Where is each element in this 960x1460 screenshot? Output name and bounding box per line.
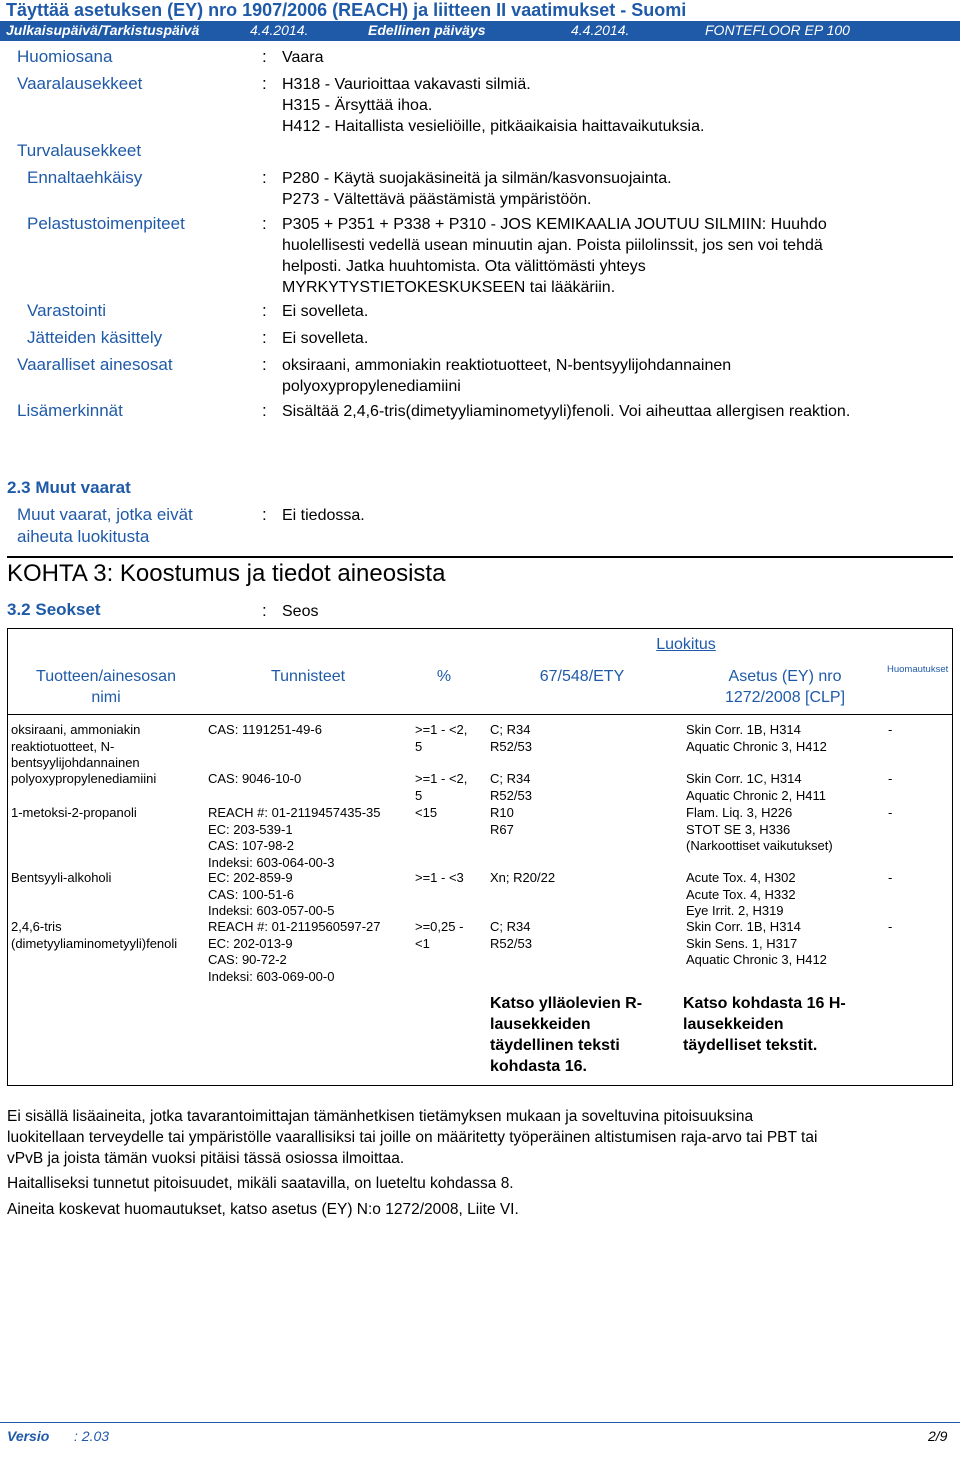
table-row-3-eec [490,805,514,838]
header-line: nimi [91,689,121,706]
table-row-4-ids [208,870,334,920]
table-row-4-eec [490,870,555,887]
cell-line: (Narkoottiset vaikutukset) [686,838,833,853]
disposal-value: Ei sovelleta. [282,330,369,347]
statement-line: H412 - Haitallista vesieliöille, pitkäaikaisia haittavaikutuksia. [282,118,705,135]
cell-line: >=1 - <2, [415,771,468,786]
response-statements [282,214,827,298]
label-line: Muut vaarat, jotka eivät [17,505,193,524]
paragraph-line: vPvB ja joista tämän vuoksi pitäisi tässä osiossa ilmoittaa. [7,1150,405,1167]
date-label: Julkaisupäivä/Tarkistuspäivä [6,22,200,38]
table-row-5-name [11,919,177,952]
h-phrases-note [683,993,846,1056]
table-row-1-clp [686,722,827,755]
note-line: täydelliset tekstit. [683,1037,818,1054]
additives-paragraph [7,1106,953,1169]
cell-line: oksiraani, ammoniakin [11,722,141,737]
r-phrases-note [490,993,642,1077]
previous-date-label: Edellinen päiväys [368,22,486,38]
cell-line: 1-metoksi-2-propanoli [11,805,137,820]
cell-line: Acute Tox. 4, H302 [686,870,796,885]
cell-line: 2,4,6-tris [11,919,62,934]
cell-line: (dimetyyliaminometyyli)fenoli [11,935,178,951]
cell-line: STOT SE 3, H336 [686,821,791,837]
colon: : [262,328,267,347]
cell-line: Skin Sens. 1, H317 [686,935,798,951]
cell-line: <15 [415,805,438,820]
table-row-3-notes: - [888,805,893,820]
table-row-1-notes: - [888,722,893,737]
table-row-2-ids [208,771,301,788]
cell-line: REACH #: 01-2119457435-35 [208,805,381,820]
cell-line: CAS: 100-51-6 [208,886,294,902]
table-row-4-clp [686,870,796,920]
footer-divider [0,1422,960,1423]
hazardous-ingredients [282,355,731,397]
version-label: Versio [7,1428,50,1444]
table-row-1-pct [415,722,467,755]
table-row-5-pct [415,919,463,952]
note-line: täydellinen teksti [490,1037,620,1054]
colon: : [262,168,267,187]
hazardous-ingredients-label: Vaaralliset ainesosat [17,355,173,374]
table-row-3-clp [686,805,833,855]
product-name: FONTEFLOOR EP 100 [705,22,850,38]
cell-line: EC: 203-539-1 [208,821,293,837]
cell-line: EC: 202-859-9 [208,870,293,885]
colon: : [262,505,267,524]
section-divider [7,556,953,558]
table-row-5-ids [208,919,381,985]
cell-line: CAS: 9046-10-0 [208,771,302,786]
table-row-1-name [11,722,140,772]
signal-word-value: Vaara [282,49,324,66]
supplemental-value: Sisältää 2,4,6-tris(dimetyyliaminometyyli)fenoli. Voi aiheuttaa allergisen reaktion. [282,403,851,420]
cell-line: Aquatic Chronic 2, H411 [686,787,826,803]
cell-line: 5 [415,787,423,803]
cell-line: >=1 - <2, [415,722,468,737]
table-row-2-pct [415,771,467,804]
colon: : [262,74,267,93]
note-line: lausekkeiden [490,1016,591,1033]
section-2-3-heading: 2.3 Muut vaarat [7,478,131,497]
column-header-name [10,666,202,708]
paragraph-line: luokitellaan terveydelle tai ympäristölle vaarallisiksi tai joille on määritetty työperäinen altistumisen raja-arvo tai PBT tai [7,1129,818,1146]
cell-line: EC: 202-013-9 [208,935,293,951]
section-3-heading: KOHTA 3: Koostumus ja tiedot aineosista [7,560,446,587]
cell-line: Indeksi: 603-064-00-3 [208,854,335,870]
cell-line: R10 [490,805,514,820]
note-line: Katso kohdasta 16 H- [683,995,846,1012]
table-row-3-name [11,805,137,822]
statement-line: helposti. Jatka huuhtomista. Ota välittömästi yhteys [282,258,646,275]
paragraph-line: Ei sisällä lisäaineita, jotka tavarantoimittajan tämänhetkisen tietämyksen mukaan ja soveltuvina pitoisuuksina [7,1108,754,1125]
header-bar [0,21,960,41]
header-line: Tuotteen/ainesosan [36,668,176,685]
cell-line: polyoxypropylenediamiini [11,771,157,786]
signal-word-label: Huomiosana [17,47,113,66]
table-row-4-notes: - [888,870,893,885]
cell-line: R52/53 [490,787,532,803]
ingredient-line: polyoxypropylenediamiini [282,378,461,395]
cell-line: Skin Corr. 1B, H314 [686,919,801,934]
cell-line: Indeksi: 603-057-00-5 [208,903,335,918]
cell-line: C; R34 [490,722,531,737]
other-hazards-value: Ei tiedossa. [282,507,365,524]
cell-line: <1 [415,935,430,951]
table-row-5-clp [686,919,827,969]
statement-line: H315 - Ärsyttää ihoa. [282,97,433,114]
cell-line: C; R34 [490,771,531,786]
cell-line: Flam. Liq. 3, H226 [686,805,793,820]
prevention-label: Ennaltaehkäisy [27,168,143,187]
ingredient-line: oksiraani, ammoniakin reaktiotuotteet, N-bentsyylijohdannainen [282,357,732,374]
page-number: 2/9 [928,1428,948,1444]
cell-line: C; R34 [490,919,531,934]
cell-line: reaktiotuotteet, N- [11,738,115,754]
table-row-2-eec [490,771,532,804]
column-header-clp [700,666,870,708]
colon: : [262,601,267,620]
cell-line: Skin Corr. 1C, H314 [686,771,802,786]
statement-line: P273 - Vältettävä päästämistä ympäristöön. [282,191,592,208]
statement-line: P305 + P351 + P338 + P310 - JOS KEMIKAALIA JOUTUU SILMIIN: Huuhdo [282,216,827,233]
cell-line: >=0,25 - [415,919,464,934]
column-header-identifiers: Tunnisteet [270,668,346,685]
cell-line: CAS: 1191251-49-6 [208,722,322,737]
statement-line: MYRKYTYSTIETOKESKUKSEEN tai lääkäriin. [282,279,616,296]
hazard-statements [282,74,704,137]
table-row-5-eec [490,919,532,952]
colon: : [262,47,267,66]
colon: : [262,355,267,374]
prevention-statements [282,168,672,210]
header-line: 1272/2008 [CLP] [724,689,846,706]
document-title: Täyttää asetuksen (EY) nro 1907/2006 (REACH) ja liitteen II vaatimukset - Suomi [6,0,687,20]
cell-line: R67 [490,821,514,837]
mixtures-value: Seos [282,603,319,620]
column-header-notes: Huomautukset [887,664,949,675]
cell-line: Aquatic Chronic 3, H412 [686,952,827,967]
table-row-3-pct [415,805,437,822]
other-hazards-label [17,504,193,548]
table-header-separator [7,714,953,715]
colon: : [262,214,267,233]
cell-line: REACH #: 01-2119560597-27 [208,919,381,934]
precautionary-statements-label: Turvalausekkeet [17,141,142,160]
cell-line: Indeksi: 603-069-00-0 [208,968,335,984]
statement-line: huolellisesti vedellä usean minuutin ajan. Poista piilolinssit, jos sen voi tehdä [282,237,823,254]
cell-line: Bentsyyli-alkoholi [11,870,112,885]
table-row-1-eec [490,722,532,755]
notes-reference-paragraph: Aineita koskevat huomautukset, katso asetus (EY) N:o 1272/2008, Liite VI. [7,1201,519,1218]
table-row-5-notes: - [888,919,893,934]
storage-value: Ei sovelleta. [282,303,369,320]
label-line: aiheuta luokitusta [17,527,150,546]
cell-line: Aquatic Chronic 3, H412 [686,738,827,754]
issue-date: 4.4.2014. [250,22,309,38]
classification-header: Luokitus [656,636,716,653]
version-value: : 2.03 [74,1428,110,1444]
exposure-limits-paragraph: Haitalliseksi tunnetut pitoisuudet, mikäli saatavilla, on lueteltu kohdassa 8. [7,1175,514,1192]
note-line: lausekkeiden [683,1016,784,1033]
cell-line: R52/53 [490,738,532,754]
table-row-2-notes: - [888,771,893,786]
note-line: Katso ylläolevien R- [490,995,643,1012]
cell-line: Skin Corr. 1B, H314 [686,722,801,737]
cell-line: >=1 - <3 [415,870,464,885]
cell-line: R52/53 [490,935,532,951]
cell-line: Xn; R20/22 [490,870,556,885]
cell-line: CAS: 107-98-2 [208,838,294,853]
table-row-1-ids [208,722,322,739]
hazard-statements-label: Vaaralausekkeet [17,74,143,93]
statement-line: H318 - Vaurioittaa vakavasti silmiä. [282,76,531,93]
table-row-3-ids [208,805,381,871]
statement-line: P280 - Käytä suojakäsineitä ja silmän/kasvonsuojainta. [282,170,672,187]
column-header-67-548: 67/548/ETY [539,668,625,685]
colon: : [262,301,267,320]
table-row-4-pct [415,870,464,887]
cell-line: bentsyylijohdannainen [11,755,140,770]
colon: : [262,401,267,420]
cell-line: Acute Tox. 4, H332 [686,886,796,902]
table-row-2-name [11,771,156,788]
disposal-label: Jätteiden käsittely [27,328,163,347]
note-line: kohdasta 16. [490,1058,587,1075]
supplemental-label: Lisämerkinnät [17,401,123,420]
column-header-percent: % [436,668,452,685]
response-label: Pelastustoimenpiteet [27,214,185,233]
cell-line: Eye Irrit. 2, H319 [686,903,784,918]
table-row-2-clp [686,771,826,804]
mixtures-label: 3.2 Seokset [7,600,101,619]
cell-line: CAS: 90-72-2 [208,952,287,967]
table-row-4-name [11,870,111,887]
cell-line: 5 [415,738,423,754]
storage-label: Varastointi [27,301,107,320]
previous-date: 4.4.2014. [571,22,630,38]
header-line: Asetus (EY) nro [728,668,842,685]
